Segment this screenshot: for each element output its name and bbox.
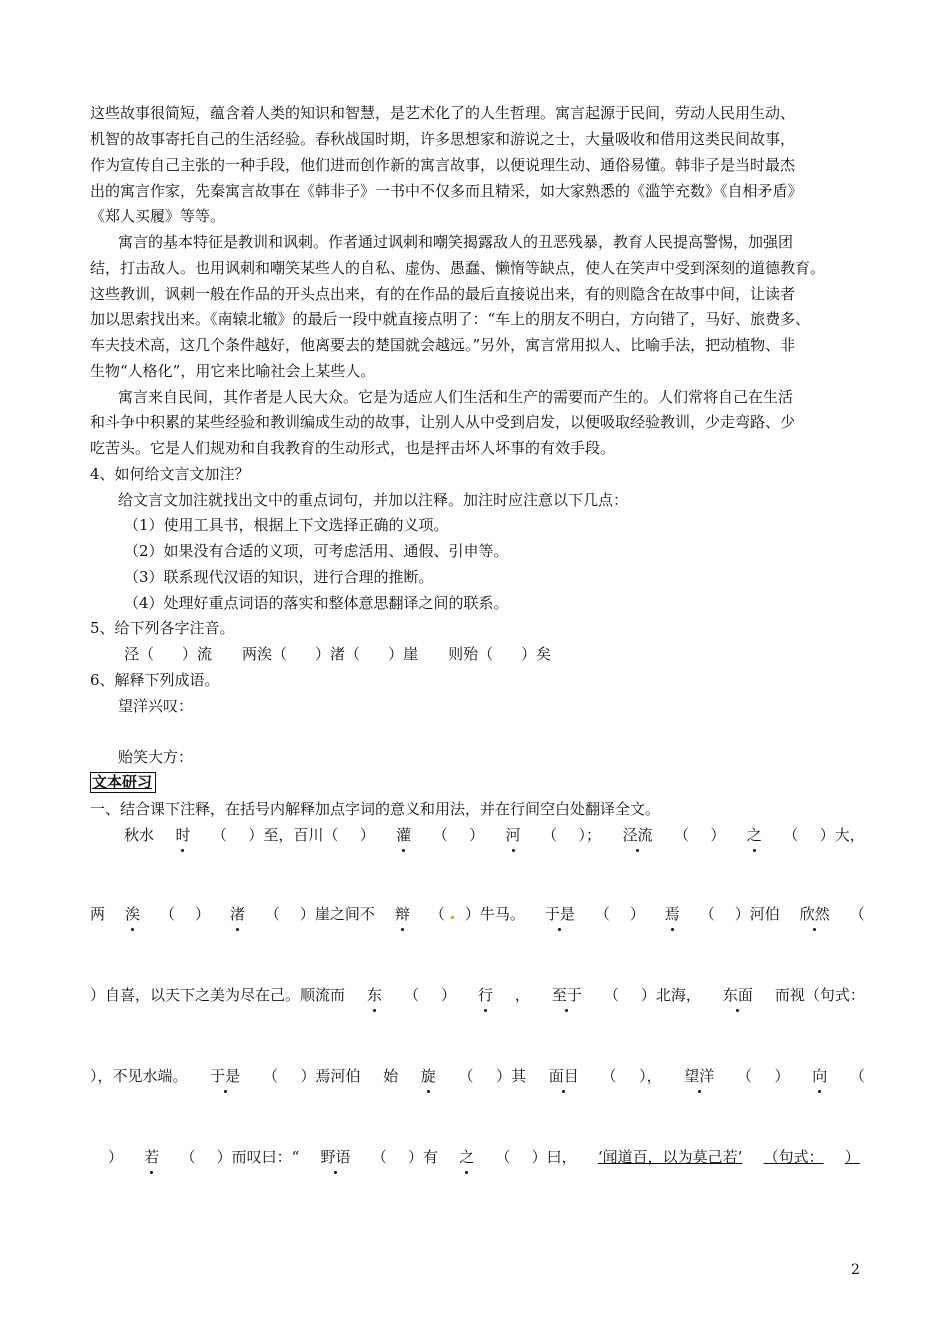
page-number: 2 xyxy=(851,1262,860,1278)
dotted-word: 东 xyxy=(366,986,382,1004)
dotted-word: 于是 xyxy=(210,1067,241,1085)
paragraph-line: 结，打击敌人。也用讽刺和嘲笑某些人的自私、虚伪、愚蠢、懒惰等缺点，使人在笑声中受到深刻的道德教育。 xyxy=(90,259,826,277)
question-5-title: 5、给下列各字注音。 xyxy=(90,619,235,637)
text-segment: ） xyxy=(194,905,210,923)
pinyin-item: 则殆（ xyxy=(448,645,494,663)
text-segment: （ xyxy=(211,826,227,844)
text-segment: （ xyxy=(603,986,619,1004)
text-segment: （ xyxy=(673,826,689,844)
paragraph-line: 《郑人买履》等等。 xyxy=(90,207,226,225)
text-segment: ）其 xyxy=(496,1067,527,1085)
dotted-word: 旋 xyxy=(420,1067,436,1085)
text-segment: ， xyxy=(514,986,530,1004)
exercise-row xyxy=(90,1066,865,1086)
text-segment: （ xyxy=(432,826,448,844)
dotted-word: 之 xyxy=(746,826,762,844)
highlight-mark xyxy=(451,916,454,919)
text-segment: ）牛马。 xyxy=(464,905,525,923)
question-4-point: （1）使用工具书，根据上下文选择正确的义项。 xyxy=(124,516,449,534)
dotted-word: 时 xyxy=(175,826,191,844)
text-segment: ） xyxy=(774,1067,790,1085)
question-4-point: （2）如果没有合适的义项，可考虑活用、通假、引申等。 xyxy=(124,542,509,560)
text-segment: 两 xyxy=(90,905,106,923)
pinyin-item: ）矣 xyxy=(521,645,552,663)
exercise-row xyxy=(124,825,865,845)
exercise-row xyxy=(108,1147,860,1167)
text-segment: ）有 xyxy=(407,1148,438,1166)
text-segment: （ xyxy=(542,826,558,844)
text-segment: （ xyxy=(264,905,280,923)
text-segment: ）， xyxy=(639,1067,662,1085)
paragraph-line: 出的寓言作家，先秦寓言故事在《韩非子》一书中不仅多而且精采，如大家熟悉的《滥竽充数》《自相矛盾》 xyxy=(90,182,803,200)
text-segment: （ xyxy=(736,1067,752,1085)
text-segment: （ xyxy=(849,905,865,923)
text-segment: （ xyxy=(783,826,799,844)
dotted-word: 泾流 xyxy=(622,826,653,844)
paragraph-line: 这些教训，讽刺一般在作品的开头点出来，有的在作品的最后直接说出来，有的则隐含在故事中间，让读者 xyxy=(90,285,796,303)
text-segment: ）至，百川（ xyxy=(248,826,339,844)
text-segment: （ xyxy=(159,905,175,923)
text-segment: ）河伯 xyxy=(734,905,780,923)
question-5-row xyxy=(124,644,899,664)
dotted-word: 河 xyxy=(505,826,521,844)
paragraph-line: 加以思索找出来。《南辕北辙》的最后一段中就直接点明了：“车上的朋友不明白，方向错了，马好、旅费多、 xyxy=(90,310,811,328)
paragraph-line: 机智的故事寄托自己的生活经验。春秋战国时期，许多思想家和游说之士，大量吸收和借用这类民间故事， xyxy=(90,130,796,148)
dotted-word: 至于 xyxy=(551,986,582,1004)
underlined-sentence: ‘闻道百，以为莫己若’ xyxy=(597,1148,743,1166)
sentence-pattern-label: （句式： xyxy=(763,1148,824,1166)
text-segment: （ xyxy=(458,1067,474,1085)
section-title: 文本研习 xyxy=(90,772,156,793)
dotted-word: 渚 xyxy=(229,905,245,923)
pinyin-item: ）崖 xyxy=(388,645,419,663)
exercise-title: 一、结合课下注释，在括号内解释加点字词的意义和用法，并在行间空白处翻译全文。 xyxy=(90,800,661,818)
text-segment: ），不见水端。 xyxy=(90,1067,188,1085)
text-segment: ）； xyxy=(578,826,602,844)
paragraph-line: 寓言来自民间，其作者是人民大众。它是为适应人们生活和生产的需要而产生的。人们常将自己在生活 xyxy=(118,388,794,406)
text-segment: ）北海， xyxy=(640,986,701,1004)
pinyin-item: 泾（ xyxy=(124,645,155,663)
text-segment: 而视（句式： xyxy=(774,986,865,1004)
text-segment: ） xyxy=(469,826,485,844)
dotted-word: 之 xyxy=(459,1148,475,1166)
text-segment: （ xyxy=(594,905,610,923)
text-segment: ）曰， xyxy=(531,1148,577,1166)
paragraph-line: 寓言的基本特征是教训和讽刺。作者通过讽刺和嘲笑揭露敌人的丑恶残暴，教育人民提高警惕，加强团 xyxy=(118,233,794,251)
text-segment: ）自喜，以天下之美为尽在己。顺流而 xyxy=(90,986,346,1004)
paragraph-line: 作为宣传自己主张的一种手段，他们进而创作新的寓言故事，以便说理生动、通俗易懂。韩非子是当时最杰 xyxy=(90,156,796,174)
dotted-word: 若 xyxy=(144,1148,160,1166)
question-4-point: （3）联系现代汉语的知识，进行合理的推断。 xyxy=(124,568,434,586)
idiom-label: 望洋兴叹： xyxy=(118,697,194,715)
question-4-point: （4）处理好重点词语的落实和整体意思翻译之间的联系。 xyxy=(124,594,509,612)
text-segment: （ xyxy=(849,1067,865,1085)
dotted-word: 辩 xyxy=(394,905,410,923)
dotted-word: 向 xyxy=(812,1067,828,1085)
exercise-row xyxy=(90,904,865,924)
dotted-word: 焉 xyxy=(664,905,680,923)
text-segment: （ xyxy=(371,1148,387,1166)
pinyin-item: 两涘（ xyxy=(242,645,288,663)
text-segment: （ xyxy=(180,1148,196,1166)
pinyin-item: ）渚（ xyxy=(315,645,361,663)
exercise-row xyxy=(90,985,865,1005)
text-segment: ）崖之间不 xyxy=(299,905,375,923)
text-segment: ）焉河伯 xyxy=(300,1067,361,1085)
question-4-intro: 给文言文加注就找出文中的重点词句，并加以注释。加注时应注意以下几点： xyxy=(118,491,629,509)
text-segment: ）而叹曰：“ xyxy=(216,1148,300,1166)
text-segment: ） xyxy=(844,1148,860,1166)
dotted-word: 灌 xyxy=(396,826,412,844)
dotted-word: 欣然 xyxy=(799,905,830,923)
question-6-title: 6、解释下列成语。 xyxy=(90,671,220,689)
text-segment: ） xyxy=(108,1148,124,1166)
paragraph-line: 和斗争中积累的某些经验和教训编成生动的故事，让别人从中受到启发，以便吸取经验教训，少走弯路、少 xyxy=(90,413,796,431)
idiom-label: 贻笑大方： xyxy=(118,748,194,766)
text-segment: ） xyxy=(629,905,645,923)
text-segment: （ xyxy=(495,1148,511,1166)
question-4-title: 4、如何给文言文加注？ xyxy=(90,465,250,483)
dotted-word: 行 xyxy=(477,986,493,1004)
pinyin-item: ）流 xyxy=(182,645,213,663)
paragraph-line: 这些故事很简短，蕴含着人类的知识和智慧，是艺术化了的人生哲理。寓言起源于民间，劳动人民用生动、 xyxy=(90,104,796,122)
dotted-word: 东面 xyxy=(722,986,753,1004)
dotted-word: 望洋 xyxy=(684,1067,715,1085)
dotted-word: 涘 xyxy=(124,905,140,923)
text-segment: （ xyxy=(601,1067,617,1085)
text-segment: （ xyxy=(403,986,419,1004)
paragraph-line: 吃苦头。它是人们规劝和自我教育的生动形式，也是抨击坏人坏事的有效手段。 xyxy=(90,439,616,457)
paragraph-line: 生物“人格化”，用它来比喻社会上某些人。 xyxy=(90,362,376,380)
text-segment: 秋水 xyxy=(124,826,155,844)
dotted-word: 于是 xyxy=(544,905,575,923)
text-segment: ） xyxy=(710,826,726,844)
text-segment: ） xyxy=(440,986,456,1004)
dotted-word: 野语 xyxy=(320,1148,351,1166)
text-segment: ）大， xyxy=(819,826,865,844)
text-segment: 始 xyxy=(383,1067,399,1085)
text-segment: ） xyxy=(359,826,375,844)
paragraph-line: 车夫技术高，这几个条件越好，他离要去的楚国就会越远。”另外，寓言常用拟人、比喻手法，把动植物、非 xyxy=(90,336,796,354)
dotted-word: 面目 xyxy=(548,1067,579,1085)
text-segment: （ xyxy=(429,905,445,923)
text-segment: （ xyxy=(699,905,715,923)
text-segment: （ xyxy=(262,1067,278,1085)
